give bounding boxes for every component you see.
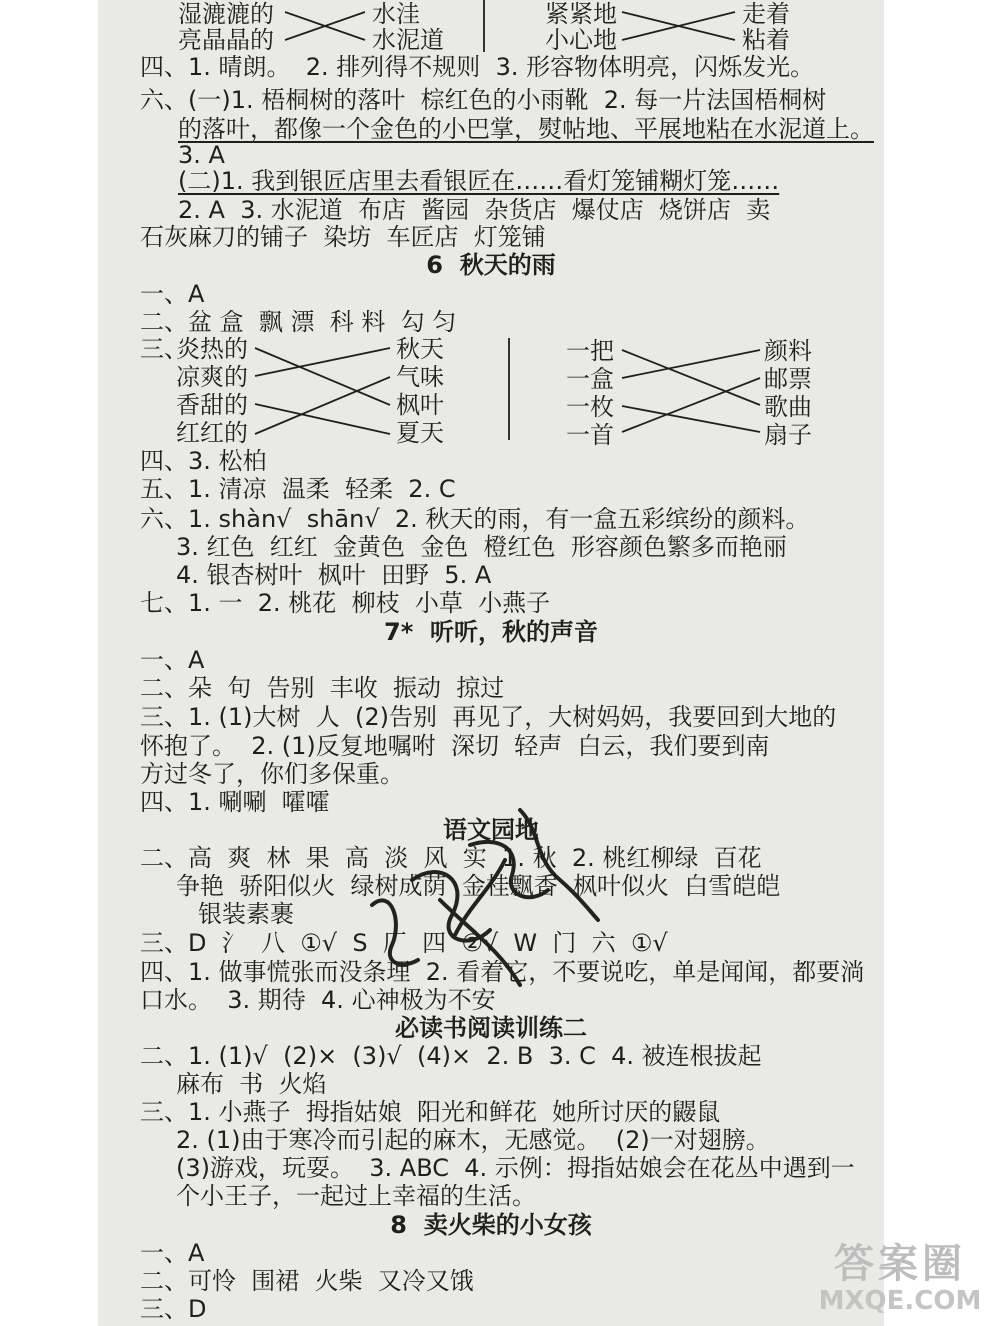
lesson-heading: 7* 听听，秋的声音 — [384, 618, 598, 646]
match-left: 香甜的 — [176, 391, 248, 419]
match-right: 走着 — [742, 0, 790, 28]
match-right: 秋天 — [396, 335, 444, 363]
section-heading: 语文园地 — [443, 816, 539, 844]
answer-line: 一、A — [140, 280, 205, 308]
answer-line: 麻布 书 火焰 — [176, 1070, 327, 1098]
match-right: 颜料 — [764, 337, 812, 365]
watermark-url: MXQE.COM — [818, 1286, 982, 1316]
answer-line: 争艳 骄阳似火 绿树成荫 金桂飘香 枫叶似火 白雪皑皑 — [176, 872, 781, 900]
match-left: 红红的 — [176, 419, 248, 447]
match-left: 亮晶晶的 — [178, 26, 274, 54]
match-prefix: 三、 — [140, 335, 188, 363]
answer-line: 一、A — [140, 1239, 205, 1267]
answer-line: 七、1. 一 2. 桃花 柳枝 小草 小燕子 — [140, 589, 551, 617]
match-right: 气味 — [396, 363, 444, 391]
answer-line: (二)1. 我到银匠店里去看银匠在……看灯笼铺糊灯笼…… — [178, 167, 780, 195]
match-left: 一首 — [566, 421, 614, 449]
lesson-heading: 8 卖火柴的小女孩 — [390, 1211, 592, 1239]
answer-line: 四、3. 松柏 — [140, 447, 267, 475]
match-left: 湿漉漉的 — [178, 0, 274, 28]
answer-line: 4. 银杏树叶 枫叶 田野 5. A — [176, 561, 492, 589]
answer-line: 四、1. 晴朗。 2. 排列得不规则 3. 形容物体明亮，闪烁发光。 — [140, 53, 815, 81]
answer-line: 3. 红色 红红 金黄色 金色 橙红色 形容颜色繁多而艳丽 — [176, 533, 787, 561]
match-right: 扇子 — [764, 421, 812, 449]
match-right: 歌曲 — [764, 393, 812, 421]
match-right: 邮票 — [764, 365, 812, 393]
answer-line: 2. (1)由于寒冷而引起的麻木，无感觉。 (2)一对翅膀。 — [176, 1126, 770, 1154]
answer-line: 三、1. 小燕子 拇指姑娘 阳光和鲜花 她所讨厌的鼹鼠 — [140, 1098, 721, 1126]
answer-line: 个小王子，一起过上幸福的生活。 — [176, 1182, 536, 1210]
match-right: 夏天 — [396, 419, 444, 447]
answer-line: 方过冬了，你们多保重。 — [140, 760, 404, 788]
answer-line: 一、A — [140, 646, 205, 674]
answer-line: 三、1. (1)大树 人 (2)告别 再见了，大树妈妈，我要回到大地的 — [140, 703, 837, 731]
match-left: 小心地 — [545, 26, 617, 54]
match-right: 水洼 — [372, 0, 420, 28]
answer-line: 五、1. 清凉 温柔 轻柔 2. C — [140, 475, 456, 503]
match-left: 炎热的 — [176, 335, 248, 363]
match-left: 一盒 — [566, 365, 614, 393]
match-right: 枫叶 — [396, 391, 444, 419]
answer-line: 二、盆 盒 飘 漂 科 料 勾 匀 — [140, 308, 457, 336]
answer-line: 三、D — [140, 1295, 207, 1323]
section-heading: 必读书阅读训练二 — [395, 1014, 587, 1042]
match-left: 紧紧地 — [545, 0, 617, 28]
answer-line: 二、高 爽 林 果 高 淡 风 实 1. 秋 2. 桃红柳绿 百花 — [140, 844, 762, 872]
match-right: 水泥道 — [372, 26, 444, 54]
match-right: 粘着 — [742, 26, 790, 54]
answer-line: 口水。 3. 期待 4. 心神极为不安 — [140, 986, 496, 1014]
answer-line: 2. A 3. 水泥道 布店 酱园 杂货店 爆仗店 烧饼店 卖 — [178, 196, 771, 224]
answer-line: 怀抱了。 2. (1)反复地嘱咐 深切 轻声 白云，我们要到南 — [140, 732, 770, 760]
answer-line: 银装素裹 — [198, 900, 294, 928]
lesson-heading: 6 秋天的雨 — [426, 251, 556, 279]
match-left: 凉爽的 — [176, 363, 248, 391]
answer-line: 四、1. 唰唰 嚯嚯 — [140, 788, 330, 816]
answer-line: 三、D 氵 八 ①√ S 厂 四 ②√ W 门 六 ①√ — [140, 929, 668, 957]
answer-line: 石灰麻刀的铺子 染坊 车匠店 灯笼铺 — [140, 223, 546, 251]
answer-line: 四、1. 做事慌张而没条理 2. 看着它，不要说吃，单是闻闻，都要淌 — [140, 958, 865, 986]
answer-line: 六、1. shàn√ shān√ 2. 秋天的雨，有一盒五彩缤纷的颜料。 — [140, 505, 810, 533]
watermark — [800, 1232, 1000, 1326]
answer-line: (3)游戏，玩耍。 3. ABC 4. 示例：拇指姑娘会在花丛中遇到一 — [176, 1154, 855, 1182]
answer-line: 二、朵 句 告别 丰收 振动 掠过 — [140, 674, 505, 702]
answer-line: 3. A — [178, 141, 225, 169]
answer-line: 二、可怜 围裙 火柴 又冷又饿 — [140, 1267, 474, 1295]
answer-line: 六、(一)1. 梧桐树的落叶 棕红色的小雨靴 2. 每一片法国梧桐树 — [140, 86, 827, 114]
answer-line: 二、1. (1)√ (2)× (3)√ (4)× 2. B 3. C 4. 被连根拔起 — [140, 1042, 762, 1070]
match-left: 一枚 — [566, 393, 614, 421]
match-left: 一把 — [566, 337, 614, 365]
answer-line: 的落叶，都像一个金色的小巴掌，熨帖地、平展地粘在水泥道上。 — [178, 115, 874, 143]
watermark-logo: 答案圈 — [834, 1241, 966, 1287]
